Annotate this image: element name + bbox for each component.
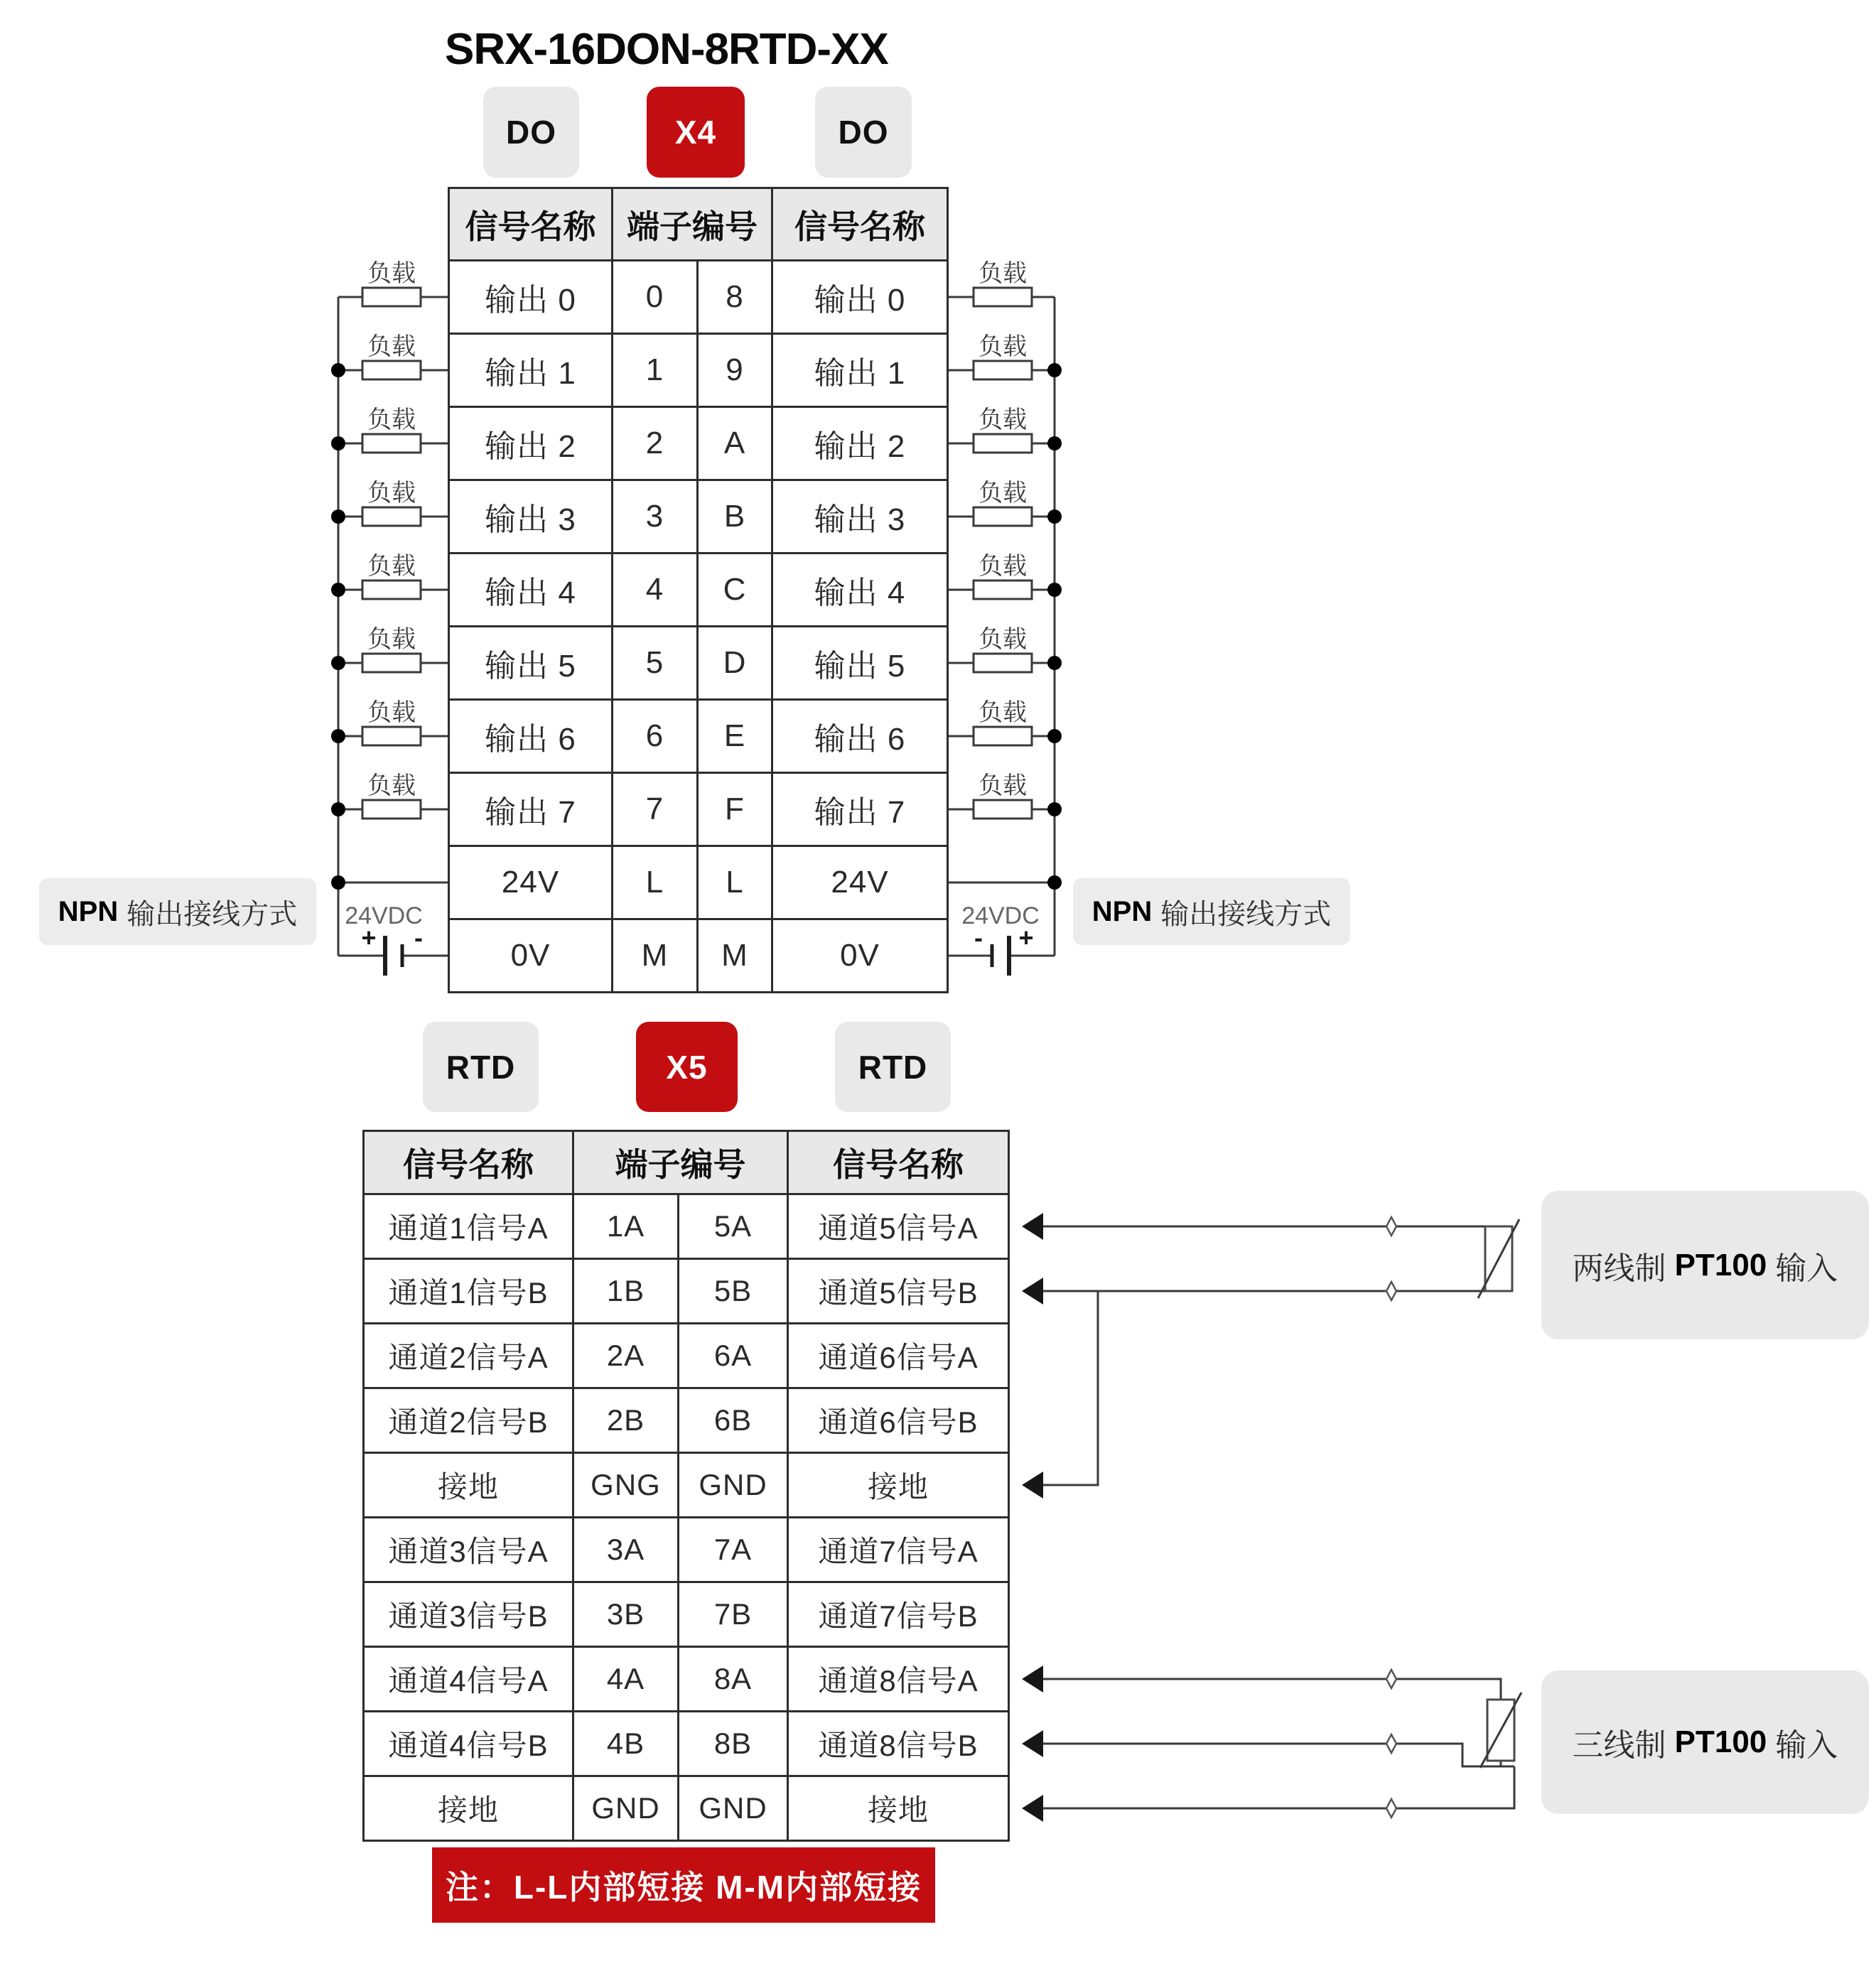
table-cell: GND — [574, 1777, 677, 1840]
load-label: 负载 — [367, 772, 416, 799]
load-resistor-icon — [974, 654, 1032, 672]
table-cell: 接地 — [365, 1777, 572, 1840]
table-cell: 8 — [699, 261, 771, 333]
table-cell: 输出 6 — [450, 701, 611, 772]
junction-dot — [1047, 509, 1062, 524]
junction-dot — [331, 509, 345, 524]
load-resistor-icon — [974, 434, 1032, 453]
table-cell: 1B — [574, 1260, 677, 1322]
table-cell: L — [699, 847, 771, 918]
table-cell: 4 — [613, 554, 696, 625]
table-cell: E — [699, 701, 771, 772]
table-cell: 通道2信号B — [365, 1389, 572, 1452]
load-label: 负载 — [979, 553, 1027, 580]
table-cell: 通道8信号A — [789, 1648, 1008, 1710]
table-cell: GND — [679, 1454, 787, 1516]
table-cell: 通道2信号A — [365, 1324, 572, 1387]
table-cell: 通道6信号A — [789, 1324, 1008, 1387]
table-cell: 2 — [613, 408, 696, 479]
connector-badge-x4: X4 — [647, 87, 745, 178]
wire-type-text: 三线制 — [1572, 1728, 1666, 1763]
table-cell: 5 — [613, 627, 696, 698]
junction-dot — [331, 583, 345, 597]
load-resistor-icon — [362, 507, 421, 526]
load-resistor-icon — [974, 727, 1032, 745]
load-label: 负载 — [367, 626, 416, 653]
table-cell: F — [699, 774, 771, 845]
load-resistor-icon — [974, 361, 1032, 379]
load-resistor-icon — [974, 581, 1032, 599]
table-cell: 3B — [574, 1583, 677, 1646]
load-resistor-icon — [974, 507, 1032, 526]
table-cell: 通道1信号A — [365, 1195, 572, 1258]
table-cell: 输出 3 — [773, 481, 947, 552]
column-header-signal-right: 信号名称 — [789, 1132, 1008, 1193]
junction-dot — [1047, 436, 1062, 450]
input-text: 输入 — [1775, 1728, 1838, 1763]
table-cell: 6 — [613, 701, 696, 772]
table-cell: 通道1信号B — [365, 1260, 572, 1322]
load-label: 负载 — [367, 699, 416, 726]
terminal-arrow-icon — [1022, 1472, 1043, 1499]
connector-diamond-icon — [1386, 1670, 1396, 1688]
supply-voltage-label: 24VDC — [345, 902, 423, 929]
wire — [1043, 1679, 1514, 1808]
do-terminal-table — [448, 187, 949, 993]
table-cell: 输出 0 — [450, 261, 611, 333]
supply-voltage-label: 24VDC — [961, 902, 1040, 929]
table-cell: L — [613, 847, 696, 918]
table-cell: 6B — [679, 1389, 787, 1452]
table-cell: 5B — [679, 1260, 787, 1322]
do-left-load-circuit — [331, 260, 448, 976]
table-cell: D — [699, 627, 771, 698]
junction-dot — [1047, 802, 1062, 816]
load-label: 负载 — [979, 406, 1027, 433]
table-cell: 4A — [574, 1648, 677, 1710]
table-cell: 输出 4 — [450, 554, 611, 625]
table-cell: 通道6信号B — [789, 1389, 1008, 1452]
table-cell: 0V — [450, 920, 611, 991]
column-header-terminal: 端子编号 — [613, 189, 771, 259]
do-badge-left: DO — [483, 87, 579, 178]
junction-dot — [1047, 363, 1062, 377]
table-cell: 9 — [699, 335, 771, 406]
table-cell: 通道5信号A — [789, 1195, 1008, 1258]
connector-diamond-icon — [1386, 1282, 1396, 1300]
load-label: 负载 — [367, 480, 416, 507]
pt100-text: PT100 — [1674, 1724, 1767, 1759]
table-cell: 通道5信号B — [789, 1260, 1008, 1322]
load-label: 负载 — [979, 699, 1027, 726]
junction-dot — [331, 436, 345, 450]
battery-icon — [361, 923, 423, 976]
table-cell: 4B — [574, 1712, 677, 1775]
rtd-badge-right: RTD — [835, 1022, 951, 1112]
wire — [1043, 1226, 1499, 1485]
table-cell: A — [699, 408, 771, 479]
terminal-arrow-icon — [1022, 1730, 1043, 1757]
junction-dot — [331, 729, 345, 743]
table-cell: M — [613, 920, 696, 991]
column-header-signal-left: 信号名称 — [450, 189, 611, 259]
npn-bold-text: NPN — [58, 895, 119, 927]
table-cell: 5A — [679, 1195, 787, 1258]
table-cell: 3 — [613, 481, 696, 552]
table-cell: 输出 1 — [773, 335, 947, 406]
load-label: 负载 — [367, 553, 416, 580]
minus-sign: - — [414, 923, 423, 952]
load-label: 负载 — [979, 626, 1027, 653]
table-cell: 接地 — [789, 1454, 1008, 1516]
junction-dot — [1047, 729, 1062, 743]
load-label: 负载 — [979, 333, 1027, 360]
table-cell: 输出 2 — [773, 408, 947, 479]
battery-icon — [974, 923, 1034, 976]
junction-dot — [1047, 875, 1062, 890]
table-cell: 24V — [450, 847, 611, 918]
rtd-terminal-table — [362, 1130, 1010, 1842]
table-cell: 0V — [773, 920, 947, 991]
table-cell: GND — [679, 1777, 787, 1840]
table-cell: 通道7信号A — [789, 1518, 1008, 1581]
load-resistor-icon — [362, 361, 421, 379]
npn-rest-text: 输出接线方式 — [1160, 898, 1332, 930]
page-title: SRX-16DON-8RTD-XX — [445, 25, 888, 74]
table-cell: 通道4信号A — [365, 1648, 572, 1710]
table-cell: 2A — [574, 1324, 677, 1387]
table-cell: 输出 7 — [450, 774, 611, 845]
terminal-arrow-icon — [1022, 1665, 1043, 1692]
load-label: 负载 — [979, 260, 1027, 287]
junction-dot — [1047, 656, 1062, 670]
table-cell: 8A — [679, 1648, 787, 1710]
input-text: 输入 — [1775, 1251, 1838, 1286]
table-cell: 7A — [679, 1518, 787, 1581]
table-cell: 7B — [679, 1583, 787, 1646]
load-label: 负载 — [367, 406, 416, 433]
table-cell: GNG — [574, 1454, 677, 1516]
table-cell: B — [699, 481, 771, 552]
table-cell: 输出 7 — [773, 774, 947, 845]
rtd-badge-left: RTD — [423, 1022, 539, 1112]
terminal-arrow-icon — [1022, 1278, 1043, 1305]
table-cell: 输出 2 — [450, 408, 611, 479]
connector-badge-x5: X5 — [636, 1022, 738, 1112]
do-right-load-circuit — [947, 260, 1062, 976]
junction-dot — [1047, 583, 1062, 597]
table-cell: 8B — [679, 1712, 787, 1775]
load-resistor-icon — [362, 434, 421, 453]
load-label: 负载 — [367, 260, 416, 287]
table-cell: 输出 1 — [450, 335, 611, 406]
table-cell: 接地 — [789, 1777, 1008, 1840]
table-cell: 1 — [613, 335, 696, 406]
load-resistor-icon — [362, 288, 421, 306]
table-cell: 输出 5 — [773, 627, 947, 698]
load-label: 负载 — [979, 480, 1027, 507]
column-header-terminal: 端子编号 — [574, 1132, 787, 1193]
load-label: 负载 — [979, 772, 1027, 799]
minus-sign: - — [974, 923, 983, 952]
table-cell: 1A — [574, 1195, 677, 1258]
table-cell: M — [699, 920, 771, 991]
junction-dot — [331, 802, 345, 816]
column-header-signal-left: 信号名称 — [365, 1132, 572, 1193]
terminal-arrow-icon — [1022, 1213, 1043, 1240]
two-wire-pt100-label — [1541, 1191, 1869, 1339]
plus-sign: + — [361, 923, 377, 952]
table-cell: 通道3信号A — [365, 1518, 572, 1581]
load-resistor-icon — [362, 727, 421, 745]
table-cell: 通道7信号B — [789, 1583, 1008, 1646]
do-badge-right: DO — [815, 87, 912, 178]
table-cell: 3A — [574, 1518, 677, 1581]
table-cell: 输出 6 — [773, 701, 947, 772]
three-wire-pt100-circuit — [1022, 1665, 1521, 1822]
load-resistor-icon — [974, 288, 1032, 306]
junction-dot — [331, 656, 345, 670]
table-cell: C — [699, 554, 771, 625]
load-resistor-icon — [362, 800, 421, 819]
npn-bold-text: NPN — [1091, 895, 1153, 927]
npn-wiring-label-left — [39, 878, 316, 945]
three-wire-pt100-label — [1541, 1670, 1869, 1814]
table-cell: 7 — [613, 774, 696, 845]
load-resistor-icon — [974, 800, 1032, 819]
load-label: 负载 — [367, 333, 416, 360]
terminal-arrow-icon — [1022, 1795, 1043, 1822]
internal-short-note: 注：L-L内部短接 M-M内部短接 — [432, 1847, 935, 1923]
table-cell: 通道3信号B — [365, 1583, 572, 1646]
two-wire-pt100-circuit — [1022, 1213, 1519, 1499]
load-resistor-icon — [362, 581, 421, 599]
connector-diamond-icon — [1386, 1734, 1396, 1753]
table-cell: 24V — [773, 847, 947, 918]
connector-diamond-icon — [1386, 1799, 1396, 1818]
table-cell: 通道8信号B — [789, 1712, 1008, 1775]
npn-rest-text: 输出接线方式 — [126, 898, 298, 930]
plus-sign: + — [1018, 923, 1034, 952]
wire-type-text: 两线制 — [1572, 1251, 1666, 1286]
junction-dot — [331, 363, 345, 377]
load-resistor-icon — [362, 654, 421, 672]
pt100-text: PT100 — [1674, 1247, 1767, 1283]
table-cell: 2B — [574, 1389, 677, 1452]
table-cell: 输出 4 — [773, 554, 947, 625]
table-cell: 输出 5 — [450, 627, 611, 698]
table-cell: 0 — [613, 261, 696, 333]
connector-diamond-icon — [1386, 1217, 1396, 1236]
table-cell: 输出 0 — [773, 261, 947, 333]
table-cell: 接地 — [365, 1454, 572, 1516]
table-cell: 6A — [679, 1324, 787, 1387]
table-cell: 通道4信号B — [365, 1712, 572, 1775]
npn-wiring-label-right — [1073, 878, 1350, 945]
column-header-signal-right: 信号名称 — [773, 189, 947, 259]
junction-dot — [331, 875, 345, 890]
table-cell: 输出 3 — [450, 481, 611, 552]
